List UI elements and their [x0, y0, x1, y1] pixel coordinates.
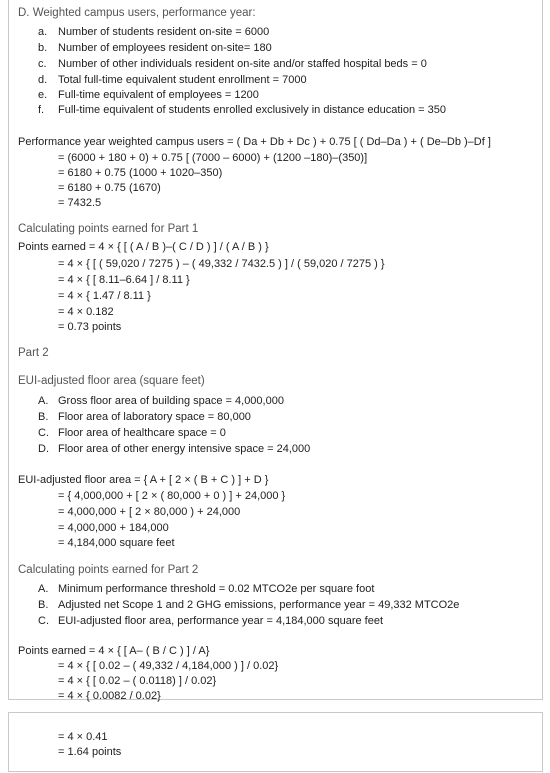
- list-item-text: Minimum performance threshold = 0.02 MTCO2e per square foot: [58, 583, 375, 595]
- calculation-step: = 4 × { [ 0.02 – ( 0.0118) ] / 0.02}: [58, 675, 217, 687]
- list-item: [38, 443, 310, 456]
- list-item-label: e.: [38, 89, 48, 101]
- list-item-label: c.: [38, 58, 47, 70]
- eui-formula: EUI-adjusted floor area = { A + [ 2 × ( B + C ) ] + D }: [18, 474, 269, 486]
- list-item: [38, 599, 459, 612]
- list-item-text: Floor area of laboratory space = 80,000: [58, 411, 251, 423]
- calculation-step: = 4 × 0.41: [58, 731, 108, 743]
- calculation-step: = 4 × { 1.47 / 8.11 }: [58, 290, 151, 302]
- list-item: [38, 583, 374, 596]
- list-item: [38, 58, 427, 71]
- calculation-step: = 7432.5: [58, 197, 102, 209]
- calculation-step: = 4 × { [ 0.02 – ( 49,332 / 4,184,000 ) ] / 0.02}: [58, 660, 279, 672]
- calculation-step: = 4,000,000 + 184,000: [58, 522, 169, 534]
- part2-heading: Calculating points earned for Part 2: [18, 564, 199, 576]
- list-item-label: B.: [38, 599, 49, 611]
- list-item-label: f.: [38, 104, 45, 116]
- list-item-label: d.: [38, 74, 48, 86]
- calculation-step: = 4 × { [ 8.11–6.64 ] / 8.11 }: [58, 274, 190, 286]
- calculation-step: = 1.64 points: [58, 746, 122, 758]
- eui-heading: EUI-adjusted floor area (square feet): [18, 375, 205, 387]
- calculation-step: = (6000 + 180 + 0) + 0.75 [ (7000 – 6000) + (1200 –180)–(350)]: [58, 152, 368, 164]
- list-item-label: D.: [38, 443, 49, 455]
- list-item: [38, 26, 269, 39]
- calculation-step: = 6180 + 0.75 (1670): [58, 182, 161, 194]
- calculation-step: = 4,184,000 square feet: [58, 537, 175, 549]
- list-item-text: Number of students resident on-site = 6000: [58, 26, 270, 38]
- list-item: [38, 411, 251, 424]
- list-item: [38, 89, 259, 102]
- list-item-label: C.: [38, 427, 49, 439]
- list-item-text: Floor area of other energy intensive space = 24,000: [58, 443, 311, 455]
- list-item-label: b.: [38, 42, 48, 54]
- calculation-step: = 4 × { 0.0082 / 0.02}: [58, 690, 161, 702]
- part2-title: Part 2: [18, 347, 49, 359]
- list-item-label: B.: [38, 411, 49, 423]
- weighted-users-formula: Performance year weighted campus users = ( Da + Db + Dc ) + 0.75 [ ( Dd–Da ) + ( De–Db )–Df ]: [18, 136, 491, 148]
- list-item-text: Full-time equivalent of students enrolled exclusively in distance education = 350: [58, 104, 446, 116]
- list-item: [38, 42, 272, 55]
- list-item-text: Floor area of healthcare space = 0: [58, 427, 226, 439]
- part2-formula: Points earned = 4 × { [ A– ( B / C ) ] / A}: [18, 645, 210, 657]
- calculation-step: = 4,000,000 + [ 2 × 80,000 ) + 24,000: [58, 506, 241, 518]
- list-item: [38, 104, 446, 117]
- list-item-text: Total full-time equivalent student enrollment = 7000: [58, 74, 307, 86]
- calculation-step: = 4 × { [ ( 59,020 / 7275 ) – ( 49,332 / 7432.5 ) ] / ( 59,020 / 7275 ) }: [58, 258, 385, 270]
- list-item: [38, 395, 284, 408]
- list-item-text: Number of other individuals resident on-site and/or staffed hospital beds = 0: [58, 58, 427, 70]
- calculation-step: = 0.73 points: [58, 321, 122, 333]
- section-d-heading: D. Weighted campus users, performance year:: [18, 7, 256, 19]
- list-item-text: Number of employees resident on-site= 180: [58, 42, 272, 54]
- list-item-text: EUI-adjusted floor area, performance year = 4,184,000 square feet: [58, 615, 383, 627]
- calculation-step: = { 4,000,000 + [ 2 × ( 80,000 + 0 ) ] + 24,000 }: [58, 490, 286, 502]
- part1-formula: Points earned = 4 × { [ ( A / B )–( C / D ) ] / ( A / B ) }: [18, 241, 269, 253]
- list-item-text: Gross floor area of building space = 4,000,000: [58, 395, 284, 407]
- list-item-label: A.: [38, 395, 49, 407]
- calculation-step: = 6180 + 0.75 (1000 + 1020–350): [58, 167, 223, 179]
- list-item-label: a.: [38, 26, 48, 38]
- list-item-label: C.: [38, 615, 49, 627]
- list-item: [38, 427, 226, 440]
- list-item-label: A.: [38, 583, 49, 595]
- list-item-text: Full-time equivalent of employees = 1200: [58, 89, 259, 101]
- part1-heading: Calculating points earned for Part 1: [18, 223, 199, 235]
- list-item-text: Adjusted net Scope 1 and 2 GHG emissions, performance year = 49,332 MTCO2e: [58, 599, 460, 611]
- calculation-step: = 4 × 0.182: [58, 306, 114, 318]
- list-item: [38, 74, 307, 87]
- list-item: [38, 615, 383, 628]
